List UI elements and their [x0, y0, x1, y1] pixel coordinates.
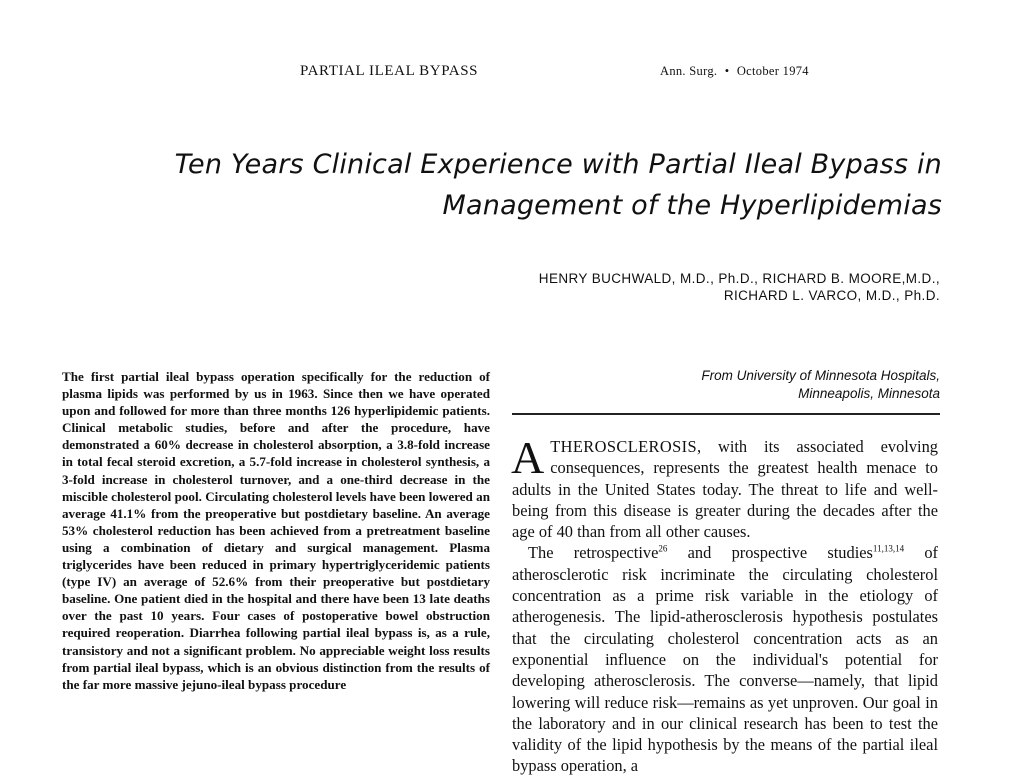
- journal-name: Ann. Surg.: [660, 64, 718, 78]
- paragraph-1-text: , with its associated evolving consequences, represents the greatest health menace to adults in the United States today. The threat to life and well-being from this disease is greater during the decades after the age of 40 than from all other causes.: [512, 437, 938, 542]
- author-list: [340, 270, 940, 304]
- title-line-2: Management of the Hyperlipidemias: [442, 190, 942, 221]
- authors-line-1: HENRY BUCHWALD, M.D., Ph.D., RICHARD B. MOORE,M.D.,: [538, 271, 940, 286]
- running-head-section: PARTIAL ILEAL BYPASS: [300, 63, 479, 79]
- title-line-1: Ten Years Clinical Experience with Partial Ileal Bypass in: [174, 149, 942, 180]
- drop-cap: A: [511, 432, 545, 483]
- affiliation-line-1: From University of Minnesota Hospitals,: [701, 368, 940, 383]
- p2-text-1: The retrospective: [528, 543, 659, 563]
- body-paragraph-1: [511, 432, 938, 542]
- running-head-journal: [660, 64, 809, 79]
- p2-text-3: of atherosclerotic risk incriminate the circulating cholesterol concentration as a prime risk variable in the etiology of atherogenesis. The lipid-atherosclerosis hypothesis postulates that the circulating cholesterol concentration acts as an exponential influence on the individual's potential for developing atherosclerosis. The converse—namely, that lipid lowering will reduce risk—remains as yet unproven. Our goal in the laboratory and in our clinical research has been to test the validity of the lipid hypothesis by the means of the partial ileal bypass operation, a: [512, 543, 938, 776]
- affiliation-line-2: Minneapolis, Minnesota: [798, 386, 940, 401]
- separator-dot: •: [724, 64, 730, 78]
- issue-date: October 1974: [736, 64, 809, 78]
- p2-text-2: and prospective studies: [667, 543, 873, 563]
- affiliation: [540, 367, 940, 403]
- section-rule: [512, 413, 940, 415]
- abstract: The first partial ileal bypass operation specifically for the reduction of plasma lipids was performed by us in 1963. Since then we have operated upon and followed for more than three months 126 hyperlipidemic patients. Clinical metabolic studies, before and after the procedure, have demonstrated a 60% decrease in cholesterol absorption, a 3.8-fold increase in total fecal steroid excretion, a 5.7-fold increase in cholesterol synthesis, a 3-fold increase in cholesterol turnover, and a one-third decrease in the miscible cholesterol pool. Circulating cholesterol levels have been lowered an average 41.1% from the preoperative but postdietary baseline. An average 53% cholesterol reduction has been achieved from a pretreatment baseline using a combination of dietary and surgical management. Plasma triglycerides have been reduced in primary hypertriglyceridemic patients (type IV) an average of 52.6% from their preoperative but postdietary baseline. One patient died in the hospital and there have been 13 late deaths over the past 10 years. Four cases of postoperative bowel obstruction required reoperation. Diarrhea following partial ileal bypass is, as a rule, transistory and not a significant problem. No appreciable weight loss results from partial ileal bypass, which is an obvious distinction from the results of the far more massive jejuno-ileal bypass procedure: [62, 369, 490, 692]
- lead-word: THEROSCLEROSIS: [550, 437, 697, 456]
- authors-line-2: RICHARD L. VARCO, M.D., Ph.D.: [723, 288, 940, 303]
- article-title: [42, 144, 942, 226]
- reference-superscript: 26: [658, 544, 668, 555]
- body-column: [511, 432, 938, 777]
- reference-superscript: 11,13,14: [872, 544, 905, 555]
- body-paragraph-2: [512, 542, 938, 776]
